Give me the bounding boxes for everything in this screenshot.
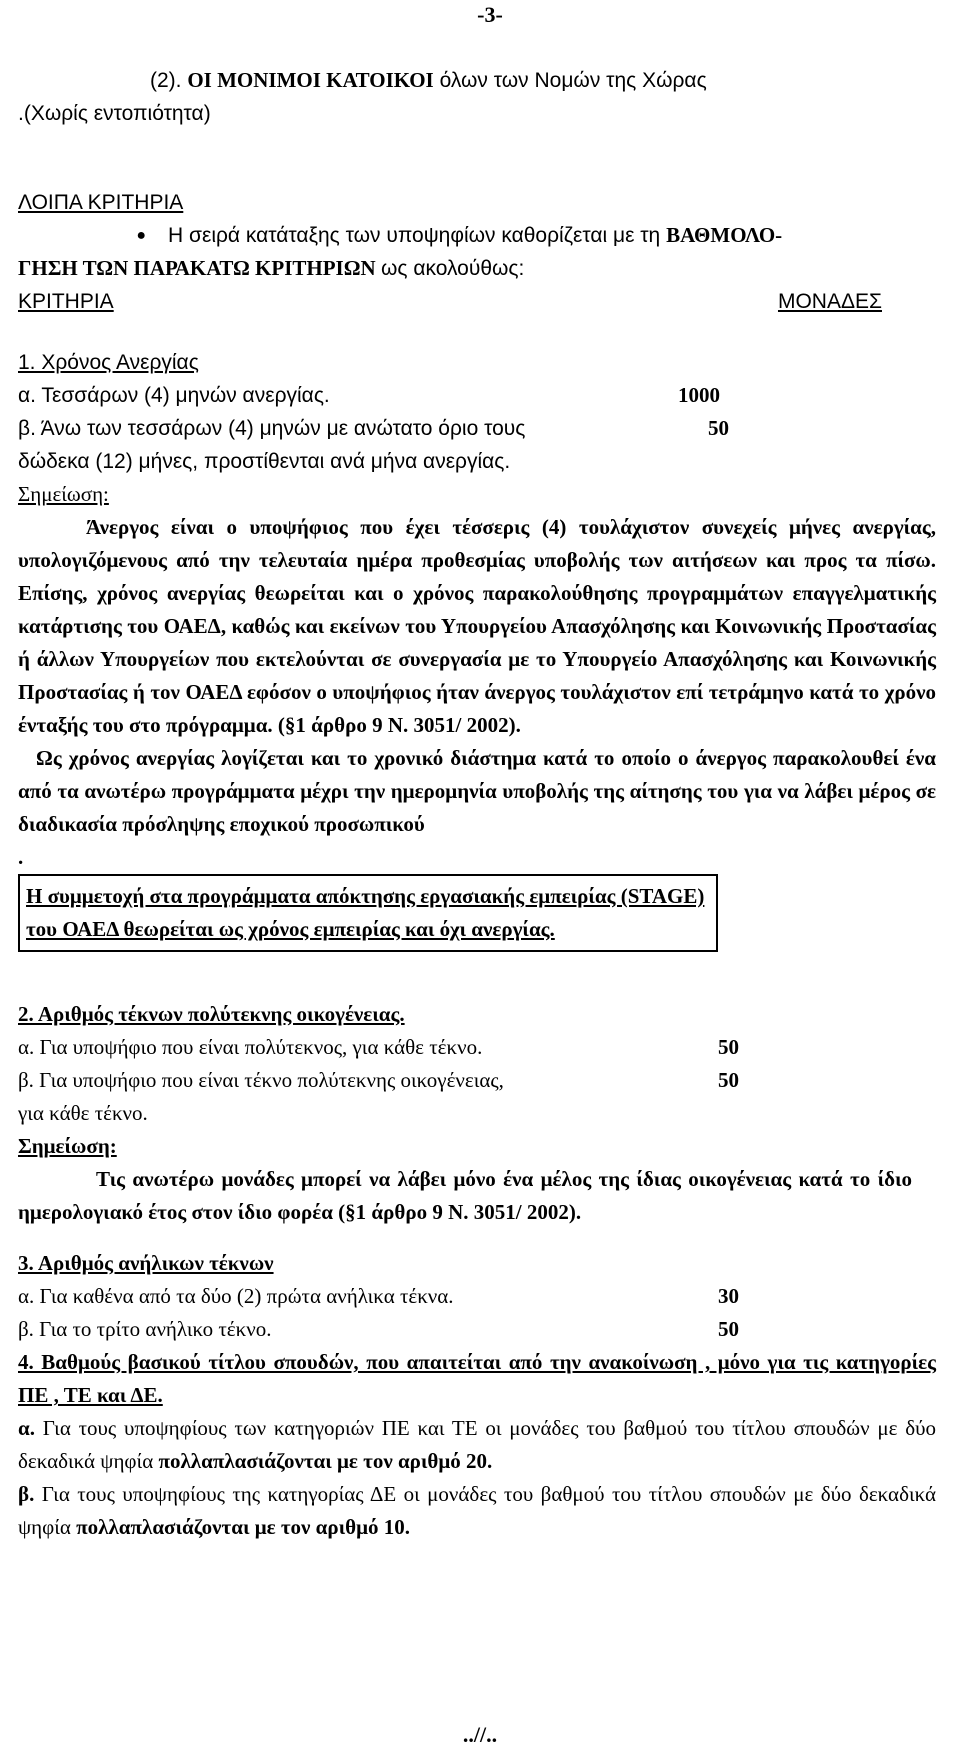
degree-a-text: Για τους υποψηφίους των κατηγοριών ΠΕ και ΤΕ οι μονάδες του βαθμού του τίτλου σπουδών με δύο δεκαδικά ψηφία [18, 1416, 937, 1473]
large-family-b [18, 1064, 942, 1097]
degree-b-bold: πολλαπλασιάζονται με τον αριθμό 10. [76, 1515, 410, 1539]
residents-rest: όλων των Νομών της Χώρας [439, 69, 707, 92]
unemployment-a-units: 1000 [678, 383, 720, 407]
residents-line [18, 64, 942, 97]
large-family-a [18, 1031, 942, 1064]
unemployment-title: 1. Χρόνος Ανεργίας [18, 351, 199, 374]
bullet-icon: ● [136, 227, 146, 244]
criteria-line2-rest: ως ακολούθως: [380, 257, 525, 280]
criteria-line2-bold: ΓΗΣΗ ΤΩΝ ΠΑΡΑΚΑΤΩ ΚΡΙΤΗΡΙΩΝ [18, 256, 376, 280]
unemployment-b [18, 412, 942, 445]
degree-a [18, 1412, 936, 1478]
degree-b-text: Για τους υποψηφίους της κατηγορίας ΔΕ οι μονάδες του βαθμού του τίτλου σπουδών με δύο δεκαδικά ψηφία [18, 1482, 937, 1539]
criteria-bullet [18, 219, 942, 252]
unemployment-b-text: β. Άνω των τεσσάρων (4) μηνών με ανώτατο όριο τους [18, 417, 526, 440]
degree-b [18, 1478, 936, 1544]
degree-title: 4. Βαθμούς βασικού τίτλου σπουδών, που απαιτείται από την ανακοίνωση , μόνο για τις κατηγορίες ΠΕ , ΤΕ και ΔΕ. [18, 1350, 936, 1407]
col-criteria: ΚΡΙΤΗΡΙΑ [18, 290, 114, 313]
large-family-title: 2. Αριθμός τέκνων πολύτεκνης οικογένειας. [18, 1002, 405, 1026]
page-number: -3- [477, 2, 503, 27]
residents-bold: ΟΙ ΜΟΝΙΜΟΙ ΚΑΤΟΙΚΟΙ [187, 68, 434, 92]
residents-prefix: (2). [150, 69, 182, 92]
bullet-bold: ΒΑΘΜΟΛΟ- [666, 223, 783, 247]
unemployment-note-label: Σημείωση: [18, 482, 109, 506]
large-family-note-label: Σημείωση: [18, 1134, 117, 1158]
unemployment-a [18, 379, 942, 412]
criteria-header [18, 285, 942, 318]
large-family-b-text: β. Για υποψήφιο που είναι τέκνο πολύτεκνης οικογένειας, [18, 1068, 504, 1092]
large-family-note-text: Τις ανωτέρω μονάδες μπορεί να λάβει μόνο ένα μέλος της ίδιας οικογένειας κατά το ίδιο ημερολογιακό έτος στον ίδιο φορέα (§1 άρθρο 9 Ν. 3051/ 2002). [18, 1167, 912, 1224]
residents-line2: .(Χωρίς εντοπιότητα) [18, 102, 211, 125]
other-criteria-title: ΛΟΙΠΑ ΚΡΙΤΗΡΙΑ [18, 191, 184, 214]
minors-b-units: 50 [718, 1317, 739, 1341]
col-units: ΜΟΝΑΔΕΣ [777, 290, 882, 313]
degree-b-label: β. [18, 1482, 35, 1506]
stage-box [18, 874, 718, 952]
minors-b [18, 1313, 942, 1346]
unemployment-dot: . [18, 845, 24, 869]
large-family-b-units: 50 [718, 1068, 739, 1092]
unemployment-b-units: 50 [708, 416, 729, 440]
minors-title: 3. Αριθμός ανήλικων τέκνων [18, 1251, 274, 1275]
minors-a-text: α. Για καθένα από τα δύο (2) πρώτα ανήλικα τέκνα. [18, 1284, 454, 1308]
degree-a-label: α. [18, 1416, 35, 1440]
page-footer: ..//.. [462, 1722, 498, 1747]
bullet-text: Η σειρά κατάταξης των υποψηφίων καθορίζεται με τη [168, 224, 661, 247]
degree-a-bold: πολλαπλασιάζονται με τον αριθμό 20. [158, 1449, 493, 1473]
stage-line2: του ΟΑΕΔ θεωρείται ως χρόνος εμπειρίας και όχι ανεργίας. [26, 917, 555, 941]
minors-a [18, 1280, 942, 1313]
minors-b-text: β. Για το τρίτο ανήλικο τέκνο. [18, 1317, 272, 1341]
large-family-a-text: α. Για υποψήφιο που είναι πολύτεκνος, για κάθε τέκνο. [18, 1035, 483, 1059]
unemployment-a-text: α. Τεσσάρων (4) μηνών ανεργίας. [18, 384, 330, 407]
large-family-a-units: 50 [718, 1035, 739, 1059]
unemployment-note-p2: Ως χρόνος ανεργίας λογίζεται και το χρονικό διάστημα κατά το οποίο ο άνεργος παρακολουθεί ένα από τα ανωτέρω προγράμματα μέχρι την ημερομηνία υποβολής της αίτησης του για να λάβει μέρος σε διαδικασία πρόσληψης εποχικού προσωπικού [18, 746, 936, 836]
criteria-line2 [18, 252, 942, 285]
unemployment-note-p1: Άνεργος είναι ο υποψήφιος που έχει τέσσερις (4) τουλάχιστον συνεχείς μήνες ανεργίας, υπολογιζόμενους από την τελευταία ημέρα προθεσμίας υποβολής των αιτήσεων και προς τα πίσω. Επίσης, χρόνος ανεργίας θεωρείται και ο χρόνος παρακολούθησης προγραμμάτων επαγγελματικής κατάρτισης του ΟΑΕΔ, καθώς και εκείνων του Υπουργείου Απασχόλησης και Κοινωνικής Προστασίας ή άλλων Υπουργείων που εκτελούνται σε συνεργασία με το Υπουργείο Απασχόλησης και Κοινωνικής Προστασίας ή τον ΟΑΕΔ εφόσον ο υποψήφιος ήταν άνεργος τουλάχιστον επί τετράμηνο κατά το χρόνο ένταξής του στο πρόγραμμα. (§1 άρθρο 9 Ν. 3051/ 2002). [18, 515, 936, 737]
stage-line1: Η συμμετοχή στα προγράμματα απόκτησης εργασιακής εμπειρίας (STAGE) [26, 884, 705, 908]
minors-a-units: 30 [718, 1284, 739, 1308]
unemployment-b-text2: δώδεκα (12) μήνες, προστίθενται ανά μήνα ανεργίας. [18, 450, 511, 473]
large-family-b-text2: για κάθε τέκνο. [18, 1101, 148, 1125]
